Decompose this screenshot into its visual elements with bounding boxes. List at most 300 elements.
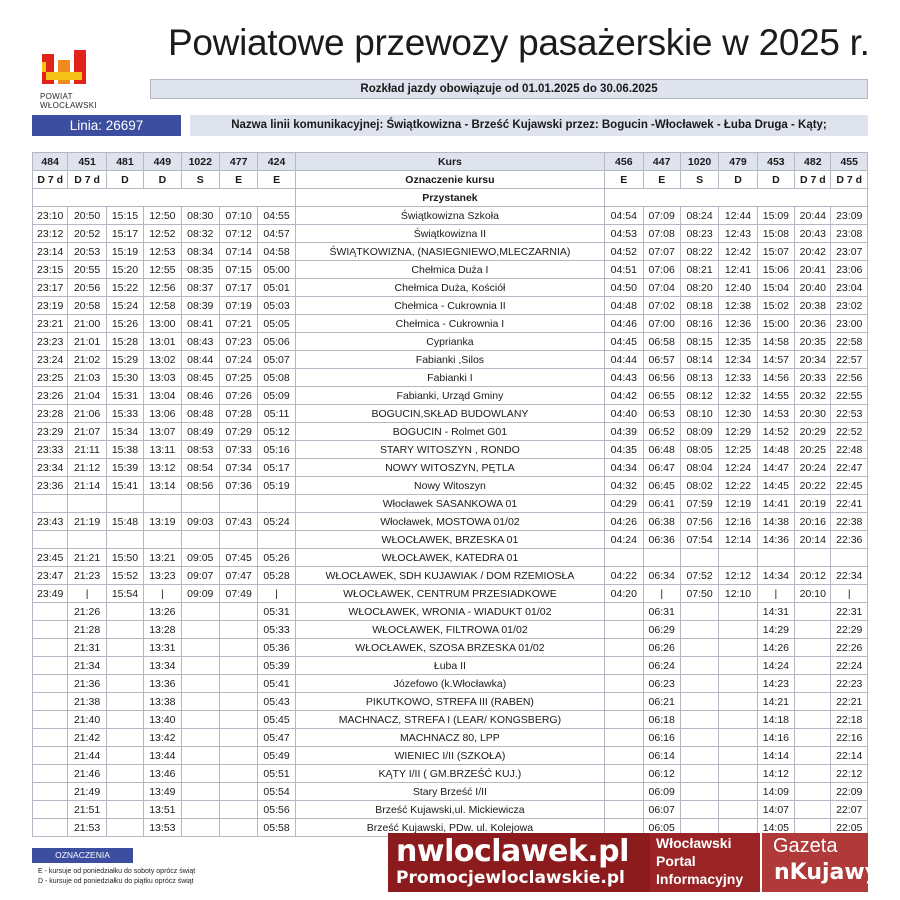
- stop-name-cell: Włocławek SASANKOWA 01: [295, 495, 604, 513]
- course-code-cell: E: [219, 171, 257, 189]
- departure-time-cell: 07:25: [219, 369, 257, 387]
- departure-time-cell: 23:14: [33, 243, 68, 261]
- stop-name-cell: Świątkowizna Szkoła: [295, 207, 604, 225]
- validity-banner: Rozkład jazdy obowiązuje od 01.01.2025 do 30.06.2025: [150, 79, 868, 99]
- departure-time-cell: [719, 621, 757, 639]
- departure-time-cell: 05:03: [258, 297, 295, 315]
- departure-time-cell: 08:12: [680, 387, 718, 405]
- stop-name-cell: Fabianki I: [295, 369, 604, 387]
- departure-time-cell: 21:42: [68, 729, 106, 747]
- departure-time-cell: 04:42: [605, 387, 643, 405]
- departure-time-cell: 06:45: [643, 477, 680, 495]
- course-number-cell: 453: [757, 153, 794, 171]
- departure-time-cell: [33, 657, 68, 675]
- departure-time-cell: 22:23: [831, 675, 868, 693]
- table-row: [33, 441, 868, 459]
- departure-time-cell: [181, 693, 219, 711]
- departure-time-cell: [795, 549, 831, 567]
- departure-time-cell: 12:42: [719, 243, 757, 261]
- departure-time-cell: 23:43: [33, 513, 68, 531]
- table-row: [33, 261, 868, 279]
- departure-time-cell: 05:07: [258, 351, 295, 369]
- departure-time-cell: 22:05: [831, 819, 868, 837]
- table-row: [33, 639, 868, 657]
- course-number-cell: 455: [831, 153, 868, 171]
- departure-time-cell: 20:42: [795, 243, 831, 261]
- departure-time-cell: [680, 549, 718, 567]
- departure-time-cell: 08:46: [181, 387, 219, 405]
- departure-time-cell: [33, 675, 68, 693]
- table-row: [33, 585, 868, 603]
- departure-time-cell: 20:52: [68, 225, 106, 243]
- departure-time-cell: 05:05: [258, 315, 295, 333]
- logo-caption-line-1: POWIAT: [40, 92, 73, 101]
- departure-time-cell: 15:30: [106, 369, 143, 387]
- departure-time-cell: 23:00: [831, 315, 868, 333]
- departure-time-cell: [219, 729, 257, 747]
- departure-time-cell: 12:44: [719, 207, 757, 225]
- departure-time-cell: 22:14: [831, 747, 868, 765]
- departure-time-cell: 15:48: [106, 513, 143, 531]
- course-number-cell: 449: [144, 153, 181, 171]
- stop-name-cell: Chełmica Duża I: [295, 261, 604, 279]
- departure-time-cell: 23:26: [33, 387, 68, 405]
- departure-time-cell: 07:17: [219, 279, 257, 297]
- departure-time-cell: 20:14: [795, 531, 831, 549]
- departure-time-cell: 13:34: [144, 657, 181, 675]
- stop-name-cell: WŁOCŁAWEK, CENTRUM PRZESIADKOWE: [295, 585, 604, 603]
- departure-time-cell: 09:03: [181, 513, 219, 531]
- departure-time-cell: [605, 693, 643, 711]
- departure-time-cell: [719, 747, 757, 765]
- departure-time-cell: 14:21: [757, 693, 794, 711]
- departure-time-cell: 06:34: [643, 567, 680, 585]
- course-number-cell: 1022: [181, 153, 219, 171]
- departure-time-cell: [219, 621, 257, 639]
- departure-time-cell: 07:04: [643, 279, 680, 297]
- departure-time-cell: |: [831, 585, 868, 603]
- departure-time-cell: [605, 549, 643, 567]
- departure-time-cell: 20:29: [795, 423, 831, 441]
- watermark-site: nwloclawek.pl: [396, 834, 629, 869]
- departure-time-cell: 13:31: [144, 639, 181, 657]
- table-row: [33, 675, 868, 693]
- departure-time-cell: 07:23: [219, 333, 257, 351]
- departure-time-cell: [605, 783, 643, 801]
- departure-time-cell: [181, 621, 219, 639]
- departure-time-cell: 12:14: [719, 531, 757, 549]
- stop-column-header: Przystanek: [295, 189, 604, 207]
- departure-time-cell: 12:52: [144, 225, 181, 243]
- departure-time-cell: [181, 495, 219, 513]
- departure-time-cell: 08:16: [680, 315, 718, 333]
- departure-time-cell: 21:00: [68, 315, 106, 333]
- departure-time-cell: [795, 711, 831, 729]
- departure-time-cell: 20:30: [795, 405, 831, 423]
- departure-time-cell: 14:09: [757, 783, 794, 801]
- departure-time-cell: 06:36: [643, 531, 680, 549]
- departure-time-cell: 04:32: [605, 477, 643, 495]
- departure-time-cell: 22:41: [831, 495, 868, 513]
- departure-time-cell: 23:29: [33, 423, 68, 441]
- departure-time-cell: [680, 729, 718, 747]
- departure-time-cell: [680, 639, 718, 657]
- departure-time-cell: 04:58: [258, 243, 295, 261]
- departure-time-cell: 04:52: [605, 243, 643, 261]
- departure-time-cell: [33, 765, 68, 783]
- departure-time-cell: [106, 801, 143, 819]
- departure-time-cell: 13:04: [144, 387, 181, 405]
- departure-time-cell: 22:48: [831, 441, 868, 459]
- departure-time-cell: 15:07: [757, 243, 794, 261]
- departure-time-cell: [219, 639, 257, 657]
- departure-time-cell: [719, 765, 757, 783]
- departure-time-cell: 06:05: [643, 819, 680, 837]
- departure-time-cell: [719, 783, 757, 801]
- table-row: [33, 387, 868, 405]
- departure-time-cell: 21:02: [68, 351, 106, 369]
- departure-time-cell: 06:18: [643, 711, 680, 729]
- departure-time-cell: [68, 495, 106, 513]
- stop-name-cell: Stary Brześć I/II: [295, 783, 604, 801]
- departure-time-cell: [181, 765, 219, 783]
- departure-time-cell: 15:26: [106, 315, 143, 333]
- departure-time-cell: 09:07: [181, 567, 219, 585]
- departure-time-cell: 05:09: [258, 387, 295, 405]
- departure-time-cell: 14:58: [757, 333, 794, 351]
- departure-time-cell: 12:12: [719, 567, 757, 585]
- departure-time-cell: 21:04: [68, 387, 106, 405]
- stop-name-cell: MACHNACZ 80, LPP: [295, 729, 604, 747]
- departure-time-cell: 08:15: [680, 333, 718, 351]
- departure-time-cell: 14:23: [757, 675, 794, 693]
- departure-time-cell: 14:29: [757, 621, 794, 639]
- departure-time-cell: [33, 729, 68, 747]
- course-number-cell: 481: [106, 153, 143, 171]
- departure-time-cell: 21:36: [68, 675, 106, 693]
- departure-time-cell: [795, 747, 831, 765]
- departure-time-cell: 04:44: [605, 351, 643, 369]
- departure-time-cell: 05:24: [258, 513, 295, 531]
- departure-time-cell: 15:00: [757, 315, 794, 333]
- departure-time-cell: 21:06: [68, 405, 106, 423]
- departure-time-cell: [181, 801, 219, 819]
- departure-time-cell: 07:24: [219, 351, 257, 369]
- departure-time-cell: [719, 639, 757, 657]
- departure-time-cell: 20:35: [795, 333, 831, 351]
- stop-name-cell: Świątkowizna II: [295, 225, 604, 243]
- stop-name-cell: Chełmica - Cukrownia I: [295, 315, 604, 333]
- departure-time-cell: 06:31: [643, 603, 680, 621]
- departure-time-cell: 08:44: [181, 351, 219, 369]
- departure-time-cell: 14:41: [757, 495, 794, 513]
- table-row: [33, 567, 868, 585]
- departure-time-cell: [106, 621, 143, 639]
- departure-time-cell: 14:16: [757, 729, 794, 747]
- departure-time-cell: 14:24: [757, 657, 794, 675]
- departure-time-cell: 14:18: [757, 711, 794, 729]
- departure-time-cell: 22:56: [831, 369, 868, 387]
- departure-time-cell: [795, 639, 831, 657]
- powiat-logo-caption: [40, 92, 97, 110]
- departure-time-cell: 20:50: [68, 207, 106, 225]
- departure-time-cell: 04:39: [605, 423, 643, 441]
- departure-time-cell: 12:43: [719, 225, 757, 243]
- departure-time-cell: [795, 603, 831, 621]
- departure-time-cell: 12:30: [719, 405, 757, 423]
- departure-time-cell: [795, 675, 831, 693]
- departure-time-cell: 06:29: [643, 621, 680, 639]
- departure-time-cell: [605, 639, 643, 657]
- course-number-cell: 484: [33, 153, 68, 171]
- departure-time-cell: 12:16: [719, 513, 757, 531]
- departure-time-cell: [33, 621, 68, 639]
- departure-time-cell: 08:37: [181, 279, 219, 297]
- departure-time-cell: 06:57: [643, 351, 680, 369]
- departure-time-cell: 14:05: [757, 819, 794, 837]
- departure-time-cell: 22:29: [831, 621, 868, 639]
- departure-time-cell: 06:16: [643, 729, 680, 747]
- departure-time-cell: 21:12: [68, 459, 106, 477]
- departure-time-cell: 04:48: [605, 297, 643, 315]
- departure-time-cell: 05:56: [258, 801, 295, 819]
- departure-time-cell: |: [68, 585, 106, 603]
- departure-time-cell: 08:04: [680, 459, 718, 477]
- departure-time-cell: 04:29: [605, 495, 643, 513]
- departure-time-cell: 15:50: [106, 549, 143, 567]
- departure-time-cell: 20:40: [795, 279, 831, 297]
- departure-time-cell: 15:54: [106, 585, 143, 603]
- departure-time-cell: 04:54: [605, 207, 643, 225]
- table-row: [33, 405, 868, 423]
- watermark-gazeta-line-2: nKujawy: [774, 860, 880, 885]
- departure-time-cell: 12:32: [719, 387, 757, 405]
- departure-time-cell: 23:21: [33, 315, 68, 333]
- departure-time-cell: 04:26: [605, 513, 643, 531]
- course-code-cell: D 7 d: [795, 171, 831, 189]
- departure-time-cell: 22:31: [831, 603, 868, 621]
- departure-time-cell: 06:52: [643, 423, 680, 441]
- departure-time-cell: [106, 495, 143, 513]
- departure-time-cell: 07:56: [680, 513, 718, 531]
- departure-time-cell: [219, 747, 257, 765]
- departure-time-cell: 23:19: [33, 297, 68, 315]
- departure-time-cell: 05:06: [258, 333, 295, 351]
- departure-time-cell: 07:43: [219, 513, 257, 531]
- departure-time-cell: 21:11: [68, 441, 106, 459]
- departure-time-cell: 05:51: [258, 765, 295, 783]
- departure-time-cell: 08:43: [181, 333, 219, 351]
- departure-time-cell: [106, 675, 143, 693]
- departure-time-cell: 07:26: [219, 387, 257, 405]
- course-number-cell: 479: [719, 153, 757, 171]
- course-code-cell: D: [719, 171, 757, 189]
- departure-time-cell: 08:09: [680, 423, 718, 441]
- table-row: [33, 801, 868, 819]
- departure-time-cell: 13:38: [144, 693, 181, 711]
- course-code-cell: D: [106, 171, 143, 189]
- departure-time-cell: 22:07: [831, 801, 868, 819]
- departure-time-cell: 22:55: [831, 387, 868, 405]
- departure-time-cell: 13:49: [144, 783, 181, 801]
- table-row: [33, 621, 868, 639]
- departure-time-cell: |: [643, 585, 680, 603]
- departure-time-cell: 22:47: [831, 459, 868, 477]
- departure-time-cell: 21:21: [68, 549, 106, 567]
- logo-caption-line-2: WŁOCŁAWSKI: [40, 101, 97, 110]
- departure-time-cell: 22:52: [831, 423, 868, 441]
- departure-time-cell: 05:08: [258, 369, 295, 387]
- departure-time-cell: 23:06: [831, 261, 868, 279]
- departure-time-cell: 13:21: [144, 549, 181, 567]
- stop-name-cell: Chełmica Duża, Kościół: [295, 279, 604, 297]
- departure-time-cell: 22:45: [831, 477, 868, 495]
- departure-time-cell: 07:34: [219, 459, 257, 477]
- departure-time-cell: 20:34: [795, 351, 831, 369]
- table-row: [33, 765, 868, 783]
- departure-time-cell: 23:49: [33, 585, 68, 603]
- course-code-cell: E: [643, 171, 680, 189]
- departure-time-cell: 13:26: [144, 603, 181, 621]
- departure-time-cell: 13:19: [144, 513, 181, 531]
- departure-time-cell: 07:06: [643, 261, 680, 279]
- departure-time-cell: 12:22: [719, 477, 757, 495]
- departure-time-cell: 04:24: [605, 531, 643, 549]
- departure-time-cell: 05:47: [258, 729, 295, 747]
- departure-time-cell: 21:03: [68, 369, 106, 387]
- departure-time-cell: [106, 747, 143, 765]
- departure-time-cell: 04:53: [605, 225, 643, 243]
- departure-time-cell: [795, 693, 831, 711]
- departure-time-cell: 09:05: [181, 549, 219, 567]
- departure-time-cell: 14:12: [757, 765, 794, 783]
- departure-time-cell: [219, 783, 257, 801]
- departure-time-cell: 04:55: [258, 207, 295, 225]
- departure-time-cell: [106, 603, 143, 621]
- departure-time-cell: 05:39: [258, 657, 295, 675]
- departure-time-cell: [181, 783, 219, 801]
- departure-time-cell: 22:24: [831, 657, 868, 675]
- departure-time-cell: [680, 801, 718, 819]
- departure-time-cell: 12:36: [719, 315, 757, 333]
- departure-time-cell: [795, 783, 831, 801]
- departure-time-cell: 05:16: [258, 441, 295, 459]
- departure-time-cell: 21:19: [68, 513, 106, 531]
- stop-name-cell: Fabianki ,Silos: [295, 351, 604, 369]
- departure-time-cell: 13:06: [144, 405, 181, 423]
- course-code-column-header: Oznaczenie kursu: [295, 171, 604, 189]
- departure-time-cell: 07:10: [219, 207, 257, 225]
- departure-time-cell: 05:11: [258, 405, 295, 423]
- stop-name-cell: Brześć Kujawski, PDw. ul. Kolejowa: [295, 819, 604, 837]
- stop-name-cell: WŁOCŁAWEK, KATEDRA 01: [295, 549, 604, 567]
- departure-time-cell: 13:00: [144, 315, 181, 333]
- departure-time-cell: 08:18: [680, 297, 718, 315]
- departure-time-cell: 22:21: [831, 693, 868, 711]
- departure-time-cell: 14:55: [757, 387, 794, 405]
- departure-time-cell: 14:36: [757, 531, 794, 549]
- course-number-row: [33, 153, 868, 171]
- departure-time-cell: 20:53: [68, 243, 106, 261]
- departure-time-cell: [219, 711, 257, 729]
- departure-time-cell: [33, 711, 68, 729]
- departure-time-cell: 22:34: [831, 567, 868, 585]
- departure-time-cell: 14:47: [757, 459, 794, 477]
- departure-time-cell: 20:56: [68, 279, 106, 297]
- powiat-logo-mark: [42, 48, 90, 88]
- note-e: E - kursuje od poniedziałku do soboty oprócz świąt: [38, 868, 196, 875]
- departure-time-cell: 13:44: [144, 747, 181, 765]
- departure-time-cell: |: [757, 585, 794, 603]
- departure-time-cell: 13:28: [144, 621, 181, 639]
- departure-time-cell: 14:45: [757, 477, 794, 495]
- departure-time-cell: [605, 801, 643, 819]
- stop-name-cell: WŁOCŁAWEK, BRZESKA 01: [295, 531, 604, 549]
- departure-time-cell: 07:28: [219, 405, 257, 423]
- departure-time-cell: 07:59: [680, 495, 718, 513]
- departure-time-cell: [219, 495, 257, 513]
- departure-time-cell: |: [144, 585, 181, 603]
- departure-time-cell: 13:36: [144, 675, 181, 693]
- departure-time-cell: 15:17: [106, 225, 143, 243]
- departure-time-cell: 05:33: [258, 621, 295, 639]
- departure-time-cell: 08:41: [181, 315, 219, 333]
- departure-time-cell: 23:15: [33, 261, 68, 279]
- departure-time-cell: 23:08: [831, 225, 868, 243]
- departure-time-cell: [719, 711, 757, 729]
- departure-time-cell: 23:23: [33, 333, 68, 351]
- departure-time-cell: 07:36: [219, 477, 257, 495]
- departure-time-cell: [719, 549, 757, 567]
- table-row: [33, 477, 868, 495]
- page-title: Powiatowe przewozy pasażerskie w 2025 r.: [168, 22, 870, 63]
- stop-name-cell: PIKUTKOWO, STREFA III (RABEN): [295, 693, 604, 711]
- watermark-portal-line-2: Portal: [656, 853, 696, 869]
- departure-time-cell: [680, 657, 718, 675]
- departure-time-cell: 13:53: [144, 819, 181, 837]
- stop-name-cell: NOWY WITOSZYN, PĘTLA: [295, 459, 604, 477]
- departure-time-cell: 05:12: [258, 423, 295, 441]
- departure-time-cell: 22:53: [831, 405, 868, 423]
- departure-time-cell: [181, 675, 219, 693]
- departure-time-cell: 05:31: [258, 603, 295, 621]
- departure-time-cell: 12:29: [719, 423, 757, 441]
- departure-time-cell: [719, 603, 757, 621]
- departure-time-cell: 23:09: [831, 207, 868, 225]
- departure-time-cell: [33, 603, 68, 621]
- departure-time-cell: [106, 711, 143, 729]
- departure-time-cell: 21:34: [68, 657, 106, 675]
- departure-time-cell: 08:30: [181, 207, 219, 225]
- departure-time-cell: 20:43: [795, 225, 831, 243]
- departure-time-cell: 20:16: [795, 513, 831, 531]
- departure-time-cell: 21:46: [68, 765, 106, 783]
- departure-time-cell: 23:24: [33, 351, 68, 369]
- timetable: [32, 152, 868, 837]
- departure-time-cell: 20:22: [795, 477, 831, 495]
- departure-time-cell: 13:12: [144, 459, 181, 477]
- departure-time-cell: 12:38: [719, 297, 757, 315]
- notes-badge: OZNACZENIA: [32, 848, 133, 863]
- departure-time-cell: [605, 657, 643, 675]
- departure-time-cell: 07:02: [643, 297, 680, 315]
- departure-time-cell: [680, 711, 718, 729]
- departure-time-cell: 20:19: [795, 495, 831, 513]
- course-code-cell: D: [757, 171, 794, 189]
- departure-time-cell: 05:58: [258, 819, 295, 837]
- departure-time-cell: [33, 783, 68, 801]
- stop-name-cell: KĄTY I/II ( GM.BRZEŚĆ KUJ.): [295, 765, 604, 783]
